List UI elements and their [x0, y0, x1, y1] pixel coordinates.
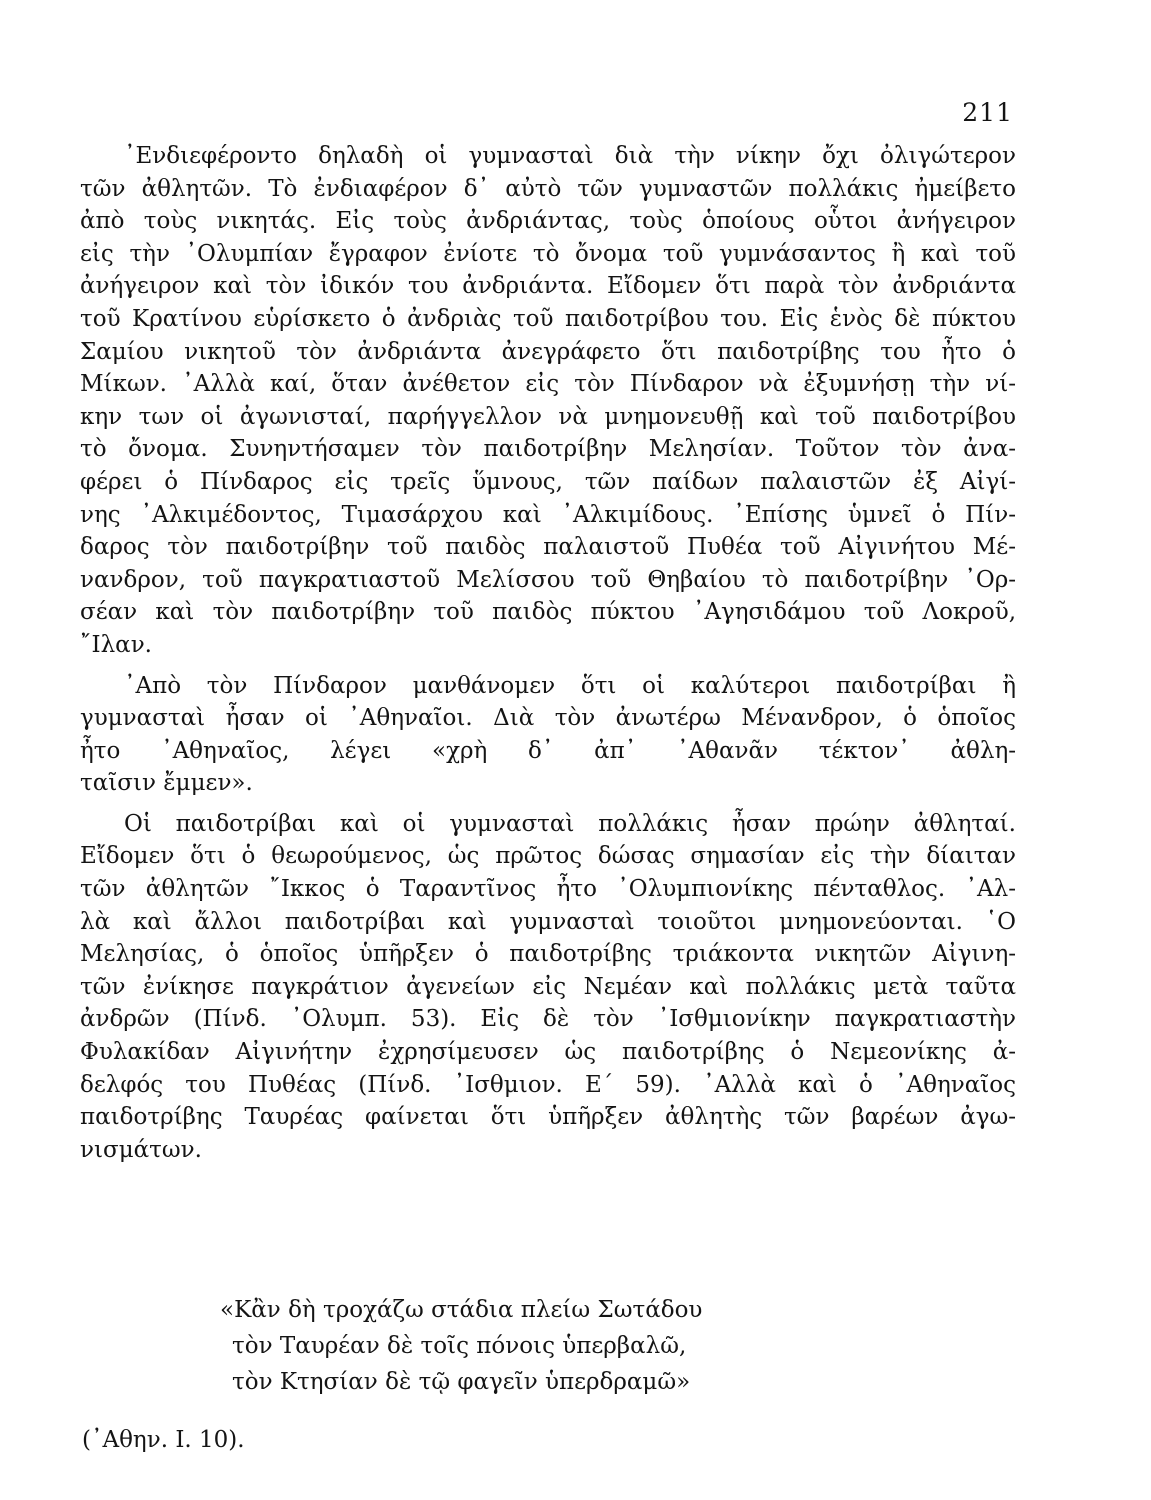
text-line: λὰ καὶ ἄλλοι παιδοτρίβαι καὶ γυμνασταὶ τοιοῦτοι μνημονεύονται. ῾Ο [80, 908, 1016, 935]
page-number: 211 [962, 98, 1013, 127]
text-line: Μίκων. ᾿Αλλὰ καί, ὅταν ἀνέθετον εἰς τὸν Πίνδαρον νὰ ἐξυμνήσῃ τὴν νί- [80, 371, 1016, 398]
paragraph [80, 808, 1016, 1167]
text-line: σέαν καὶ τὸν παιδοτρίβην τοῦ παιδὸς πύκτου ᾿Αγησιδάμου τοῦ Λοκροῦ, [80, 599, 1016, 626]
quote-line: τὸν Κτησίαν δὲ τῷ φαγεῖν ὑπερδραμῶ» [232, 1369, 691, 1395]
text-line: παιδοτρίβης Ταυρέας φαίνεται ὅτι ὑπῆρξεν ἀθλητὴς τῶν βαρέων ἀγω- [80, 1104, 1016, 1131]
text-line: ᾿Απὸ τὸν Πίνδαρον μανθάνομεν ὅτι οἱ καλύτεροι παιδοτρίβαι ἢ [124, 672, 1016, 699]
quote-line: τὸν Ταυρέαν δὲ τοῖς πόνοις ὑπερβαλῶ, [232, 1333, 687, 1359]
text-line: νισμάτων. [80, 1136, 202, 1163]
text-line: εἰς τὴν ᾿Ολυμπίαν ἔγραφον ἐνίοτε τὸ ὄνομα τοῦ γυμνάσαντος ἢ καὶ τοῦ [80, 240, 1016, 267]
body-text [80, 140, 1016, 1166]
text-line: Οἱ παιδοτρίβαι καὶ οἱ γυμνασταὶ πολλάκις ἦσαν πρώην ἀθληταί. [124, 810, 1016, 837]
quote-line: «Κἂν δὴ τροχάζω στάδια πλείω Σωτάδου [220, 1297, 703, 1323]
text-line: τῶν ἀθλητῶν ῎Ικκος ὁ Ταραντῖνος ἦτο ᾿Ολυμπιονίκης πένταθλος. ᾿Αλ- [80, 876, 1016, 903]
text-line: Σαμίου νικητοῦ τὸν ἀνδριάντα ἀνεγράφετο ὅτι παιδοτρίβης του ἦτο ὁ [80, 338, 1016, 365]
text-line: Φυλακίδαν Αἰγινήτην ἐχρησίμευσεν ὡς παιδοτρίβης ὁ Νεμεονίκης ἀ- [80, 1039, 1016, 1066]
text-line: ἀνήγειρον καὶ τὸν ἰδικόν του ἀνδριάντα. Εἴδομεν ὅτι παρὰ τὸν ἀνδριάντα [80, 273, 1016, 300]
text-line: Εἴδομεν ὅτι ὁ θεωρούμενος, ὡς πρῶτος δώσας σημασίαν εἰς τὴν δίαιταν [80, 843, 1016, 870]
text-line: ᾿Ενδιεφέροντο δηλαδὴ οἱ γυμνασταὶ διὰ τὴν νίκην ὄχι ὀλιγώτερον [124, 143, 1016, 169]
paragraph-gap [80, 800, 1016, 808]
text-line: κην των οἱ ἀγωνισταί, παρήγγελλον νὰ μνημονευθῇ καὶ τοῦ παιδοτρίβου [80, 403, 1016, 430]
paragraph-gap [80, 662, 1016, 670]
text-line: τῶν ἀθλητῶν. Τὸ ἐνδιαφέρον δ᾿ αὐτὸ τῶν γυμναστῶν πολλάκις ἠμείβετο [80, 175, 1016, 202]
text-line: γυμνασταὶ ἦσαν οἱ ᾿Αθηναῖοι. Διὰ τὸν ἀνωτέρω Μένανδρον, ὁ ὁποῖος [80, 705, 1016, 732]
text-line: Μελησίας, ὁ ὁποῖος ὑπῆρξεν ὁ παιδοτρίβης τριάκοντα νικητῶν Αἰγινη- [80, 941, 1016, 968]
quote-citation: (᾿Αθην. Ι. 10). [82, 1427, 245, 1453]
text-line: δαρος τὸν παιδοτρίβην τοῦ παιδὸς παλαιστοῦ Πυθέα τοῦ Αἰγινήτου Μέ- [80, 534, 1016, 561]
text-line: ἀνδρῶν (Πίνδ. ᾿Ολυμπ. 53). Εἰς δὲ τὸν ᾿Ισθμιονίκην παγκρατιαστὴν [80, 1006, 1016, 1033]
text-line: νανδρον, τοῦ παγκρατιαστοῦ Μελίσσου τοῦ Θηβαίου τὸ παιδοτρίβην ᾿Ορ- [80, 566, 1016, 593]
text-line: φέρει ὁ Πίνδαρος εἰς τρεῖς ὕμνους, τῶν παίδων παλαιστῶν ἐξ Αἰγί- [80, 468, 1016, 495]
text-line: τὸ ὄνομα. Συνηντήσαμεν τὸν παιδοτρίβην Μελησίαν. Τοῦτον τὸν ἀνα- [80, 436, 1016, 463]
verse-quote [220, 1292, 920, 1400]
text-line: νης ᾿Αλκιμέδοντος, Τιμασάρχου καὶ ᾿Αλκιμίδους. ᾿Επίσης ὑμνεῖ ὁ Πίν- [80, 501, 1016, 528]
paragraph [80, 670, 1016, 800]
paragraph [80, 140, 1016, 662]
text-line: τοῦ Κρατίνου εὑρίσκετο ὁ ἀνδριὰς τοῦ παιδοτρίβου του. Εἰς ἑνὸς δὲ πύκτου [80, 305, 1016, 332]
text-line: ῎Ιλαν. [80, 631, 152, 658]
text-line: τῶν ἐνίκησε παγκράτιον ἀγενείων εἰς Νεμέαν καὶ πολλάκις μετὰ ταῦτα [80, 973, 1016, 1000]
text-line: ἦτο ᾿Αθηναῖος, λέγει «χρὴ δ᾿ ἀπ᾿ ᾿Αθανᾶν τέκτον᾿ ἀθλη- [80, 737, 1016, 764]
text-line: ταῖσιν ἔμμεν». [80, 770, 253, 797]
text-line: δελφός του Πυθέας (Πίνδ. ᾿Ισθμιον. Ε΄ 59). ᾿Αλλὰ καὶ ὁ ᾿Αθηναῖος [80, 1071, 1016, 1098]
text-line: ἀπὸ τοὺς νικητάς. Εἰς τοὺς ἀνδριάντας, τοὺς ὁποίους οὗτοι ἀνήγειρον [80, 208, 1016, 235]
